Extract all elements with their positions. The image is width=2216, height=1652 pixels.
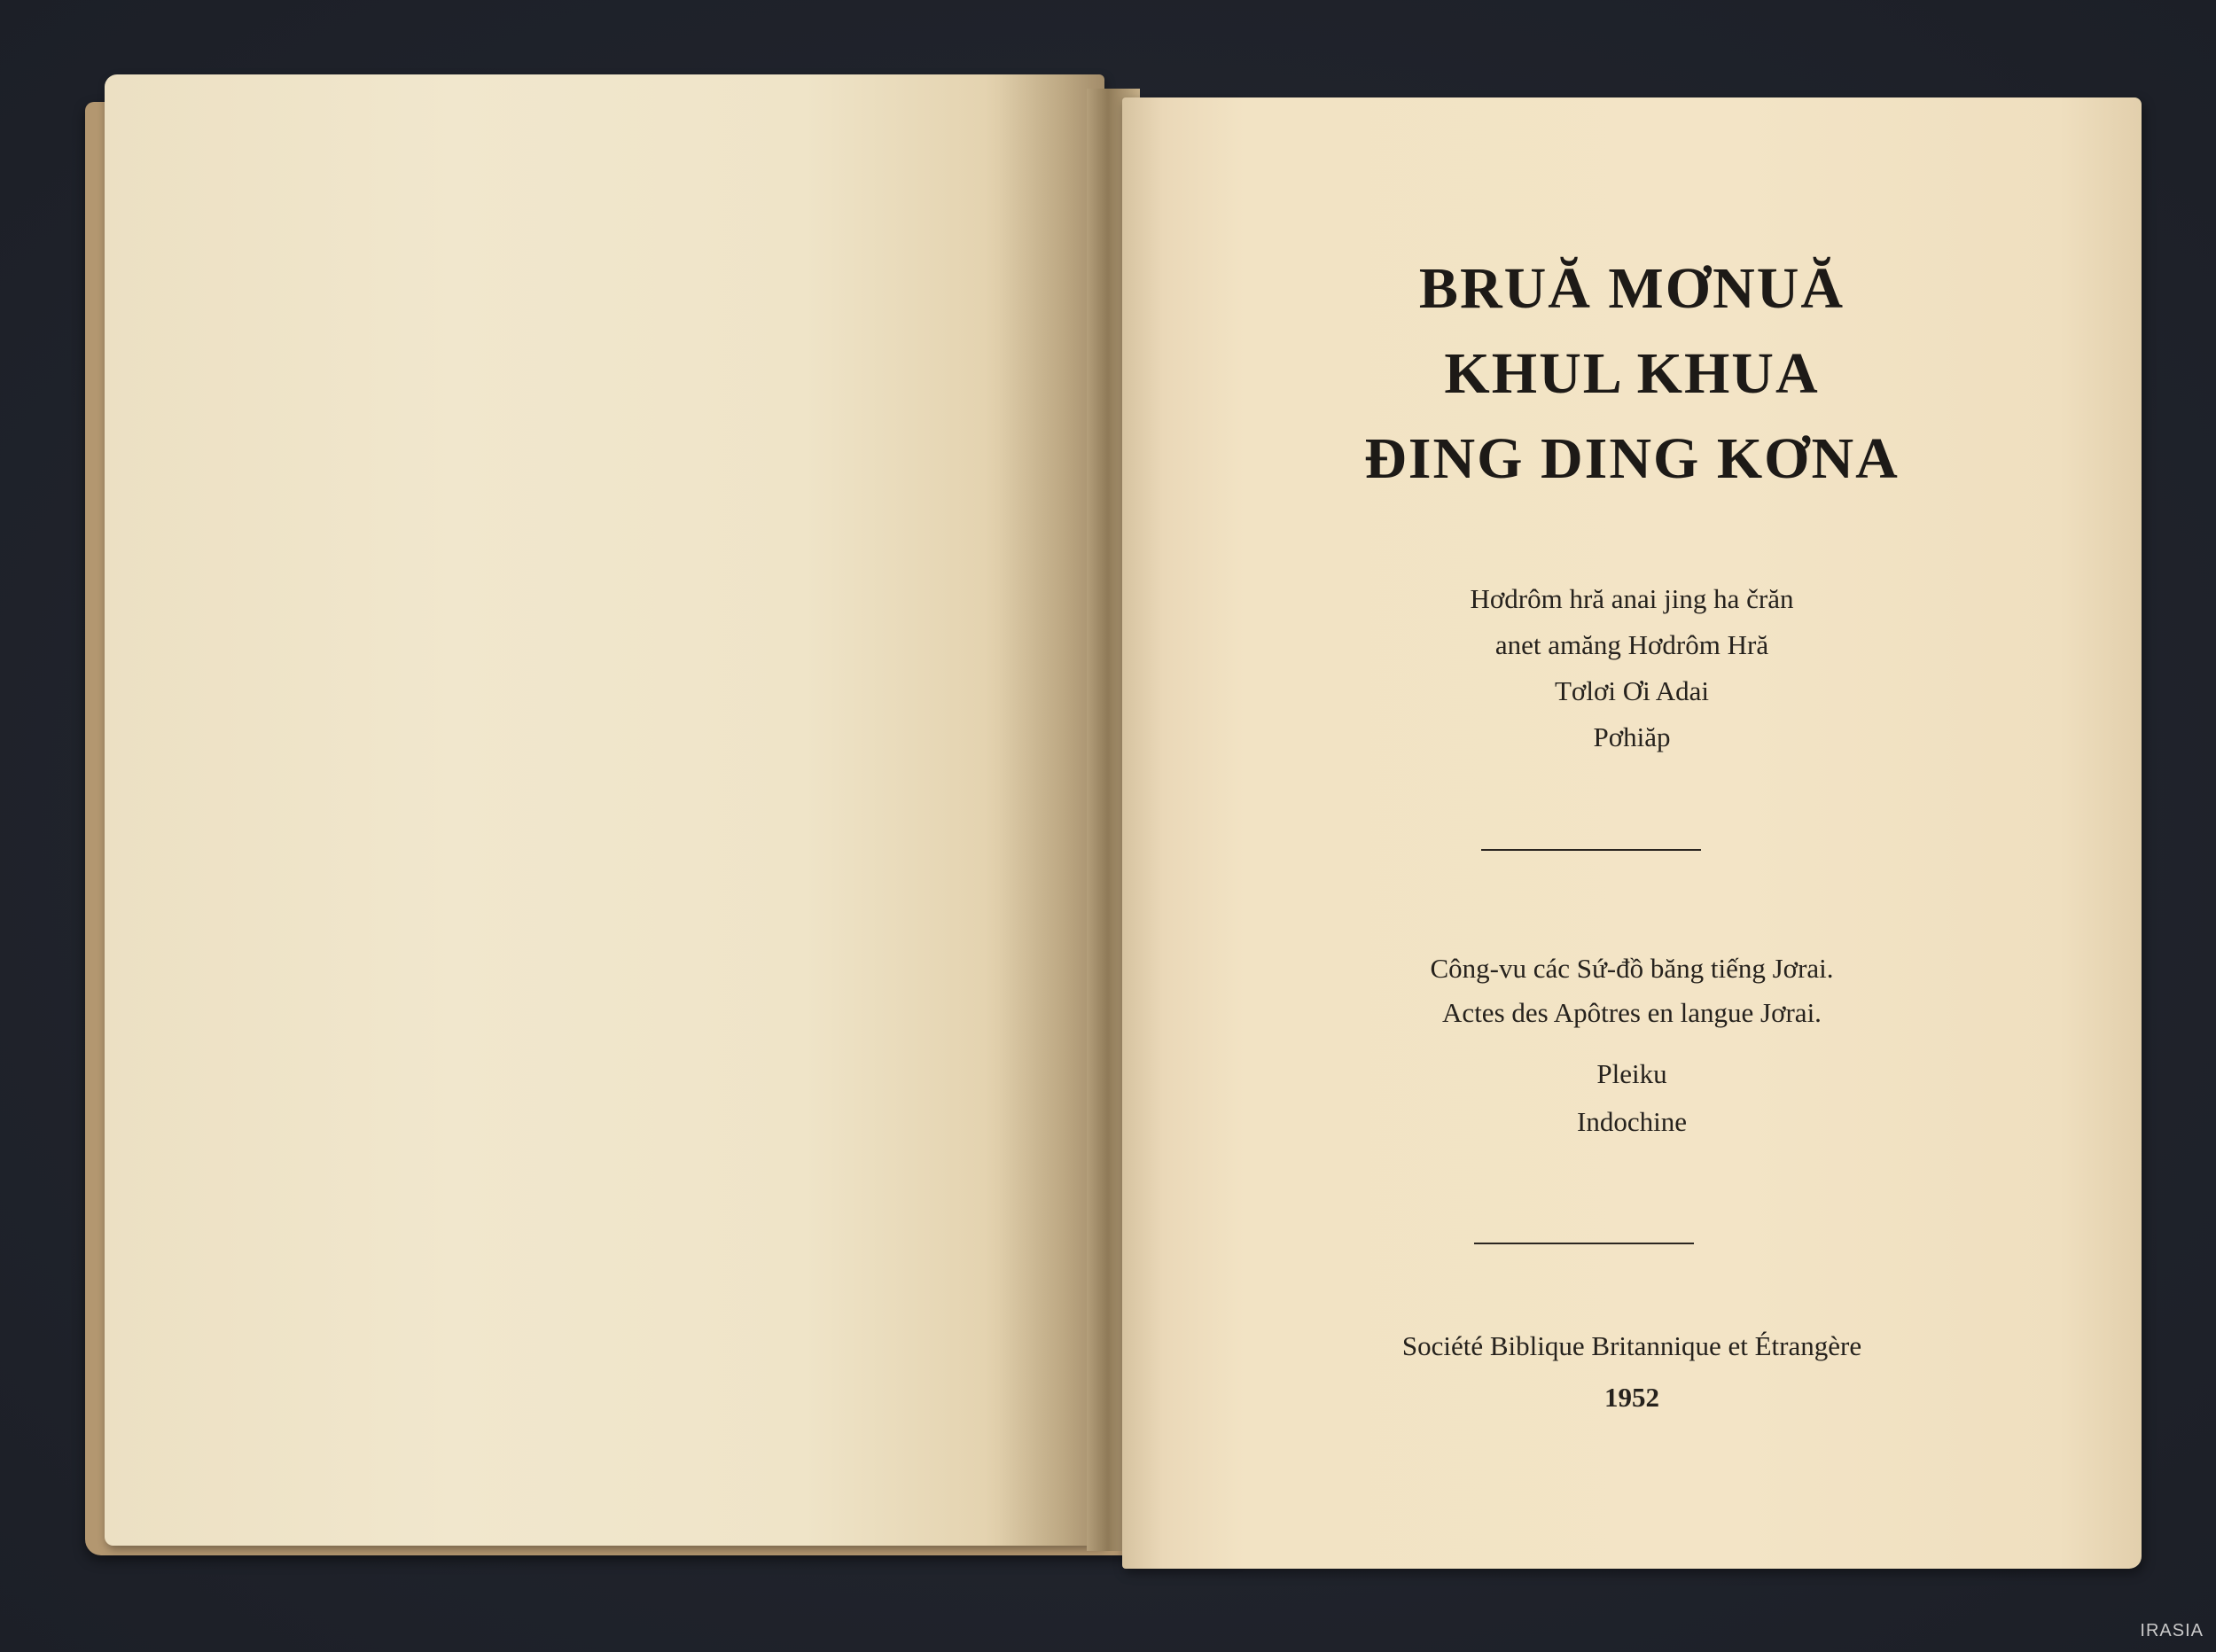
book-title [1122, 246, 2142, 502]
subtitle [1122, 576, 2142, 760]
title-line-1: BRUĂ MƠNUĂ [1418, 256, 1845, 321]
place-line-1: Pleiku [1596, 1058, 1667, 1089]
title-line-2: KHUL KHUA [1444, 341, 1820, 406]
description-line-french: Actes des Apôtres en langue Jơrai. [1442, 997, 1822, 1028]
publication-year: 1952 [1604, 1382, 1659, 1413]
title-page [1122, 97, 2142, 1569]
left-blank-page [105, 74, 1104, 1546]
place-of-publication [1122, 1050, 2142, 1146]
place-line-2: Indochine [1577, 1106, 1687, 1137]
divider-rule [1474, 1243, 1694, 1244]
subtitle-line-4: Pơhiăp [1593, 721, 1671, 752]
watermark: IRASIA [2140, 1621, 2204, 1640]
description [1122, 947, 2142, 1035]
title-line-3: ĐING DING KƠNA [1364, 426, 1900, 491]
subtitle-line-1: Hơdrôm hră anai jing ha črăn [1470, 583, 1794, 614]
publisher-name: Société Biblique Britannique et Étrangère [1401, 1330, 1862, 1361]
imprint [1122, 1321, 2142, 1423]
subtitle-line-3: Tơlơi Ơi Adai [1555, 675, 1709, 706]
divider-rule [1481, 849, 1701, 851]
description-line-vietnamese: Công-vu các Sứ-đồ băng tiếng Jơrai. [1430, 953, 1834, 984]
subtitle-line-2: anet amăng Hơdrôm Hră [1494, 629, 1769, 660]
